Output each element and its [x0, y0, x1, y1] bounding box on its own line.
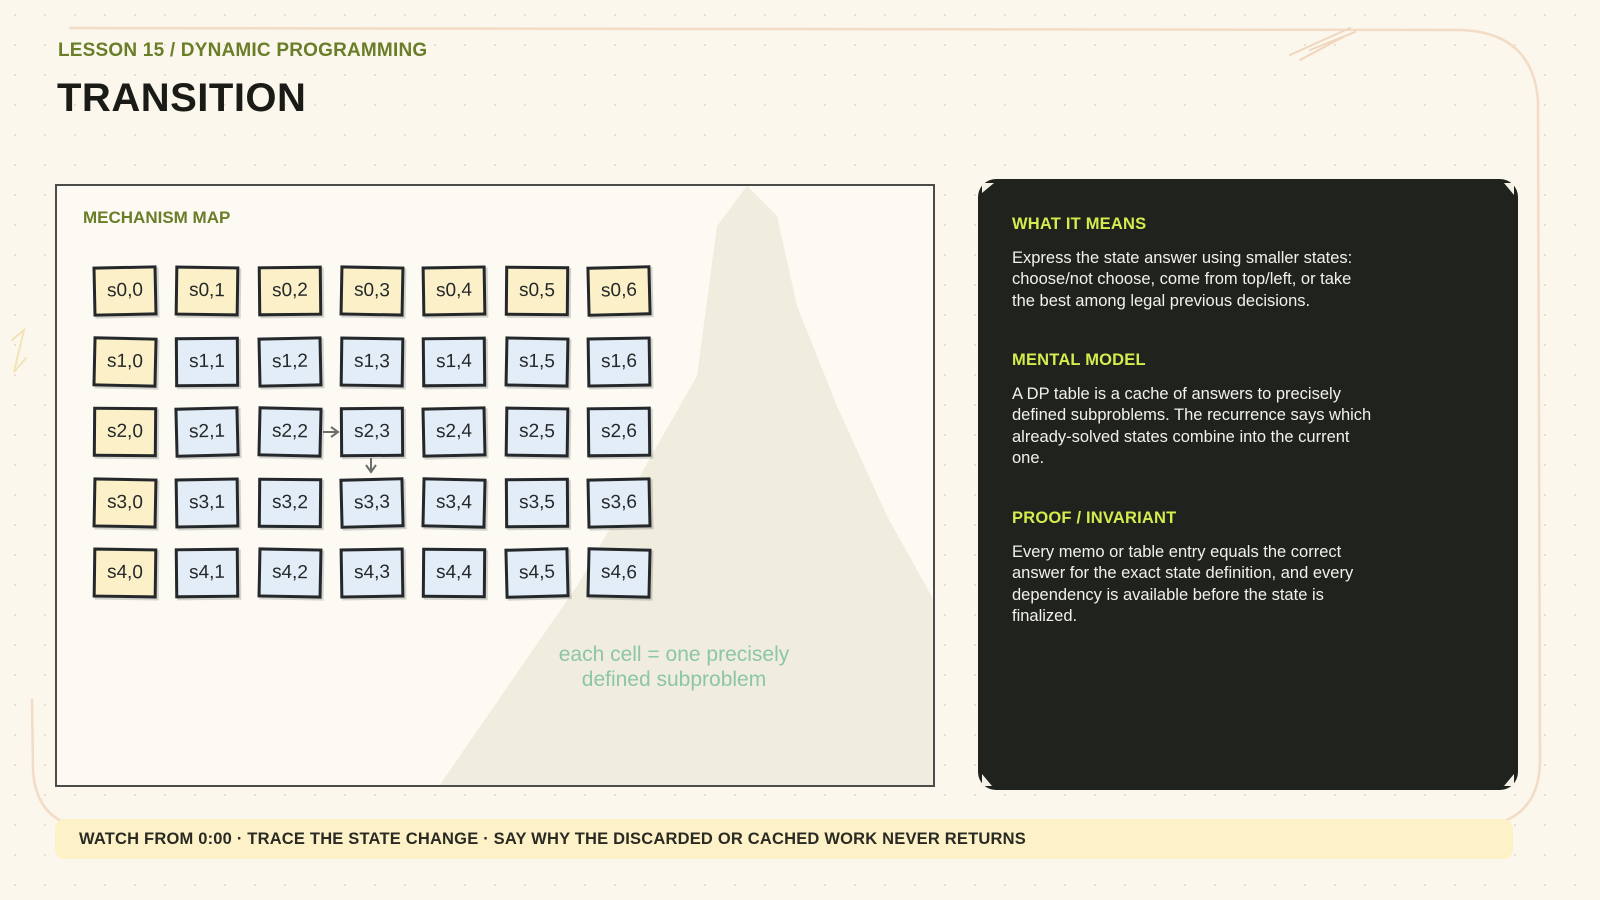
transition-arrows: [57, 186, 935, 787]
dp-cell: s2,0: [93, 407, 157, 458]
body-line: answer for the exact state definition, and every: [1012, 564, 1354, 583]
proof-invariant-body: [1012, 542, 1412, 627]
dp-cell: s2,1: [175, 406, 240, 458]
dp-cell: s2,3: [340, 407, 404, 457]
dp-cell: s3,2: [257, 478, 321, 529]
info-panel: [980, 181, 1516, 788]
dp-cell: s0,3: [339, 265, 404, 316]
dp-cell: s3,4: [422, 477, 487, 528]
body-line: the best among legal previous decisions.: [1012, 291, 1311, 310]
arrow-right-s22-to-s23: [323, 427, 338, 437]
what-it-means-body: [1012, 248, 1412, 312]
mental-model-body: [1012, 384, 1412, 469]
arrow-down-s23-to-s33: [366, 458, 376, 472]
dp-cell: s2,5: [504, 407, 569, 458]
mental-model-heading: MENTAL MODEL: [1012, 351, 1146, 369]
banner-text: WATCH FROM 0:00 · TRACE THE STATE CHANGE · SAY WHY THE DISCARDED OR CACHED WORK NEVER RETURNS: [79, 829, 1026, 848]
dp-cell: s0,6: [586, 265, 651, 317]
body-line: Express the state answer using smaller states:: [1012, 249, 1353, 267]
dp-cell: s4,0: [93, 548, 158, 599]
dp-cell: s4,5: [504, 548, 569, 600]
dp-cell: s0,5: [504, 266, 568, 317]
proof-invariant-heading: PROOF / INVARIANT: [1012, 509, 1177, 527]
grid-caption: [529, 642, 819, 692]
dp-cell: s0,2: [257, 266, 322, 317]
body-line: already-solved states combine into the current: [1012, 427, 1350, 446]
dp-cell: s2,2: [257, 406, 322, 457]
dp-cell: s2,4: [422, 407, 487, 458]
body-line: A DP table is a cache of answers to precisely: [1012, 385, 1341, 403]
page-title: TRANSITION: [57, 76, 307, 120]
dp-cell: s0,0: [92, 265, 157, 316]
body-line: finalized.: [1012, 606, 1078, 625]
dp-cell: s3,5: [504, 478, 568, 528]
watch-instructions-banner: [55, 819, 1513, 859]
dp-cell: s3,6: [586, 477, 651, 528]
dp-cell: s0,1: [175, 266, 240, 317]
dp-cell: s1,3: [340, 336, 405, 387]
dp-cell: s4,4: [422, 548, 486, 599]
dp-cell: s4,6: [586, 548, 651, 599]
dp-cell: s1,6: [586, 336, 651, 387]
body-line: dependency is available before the state is: [1012, 585, 1324, 604]
mechanism-map-panel: [55, 184, 935, 787]
what-it-means-heading: WHAT IT MEANS: [1012, 215, 1147, 233]
mechanism-map-label: MECHANISM MAP: [83, 208, 231, 227]
dp-cell: s4,2: [257, 548, 322, 599]
dp-cell: s4,1: [175, 548, 240, 599]
dp-cell: s4,3: [340, 548, 405, 599]
dp-cell: s1,0: [92, 336, 157, 387]
body-line: defined subproblems. The recurrence says which: [1012, 406, 1372, 425]
dp-cell: s1,5: [504, 336, 569, 387]
dp-cell: s1,4: [422, 336, 487, 387]
body-line: Every memo or table entry equals the correct: [1012, 543, 1342, 561]
caption-line-1: each cell = one precisely: [558, 643, 790, 666]
body-line: choose/not choose, come from top/left, or take: [1012, 270, 1352, 289]
caption-line-2: defined subproblem: [581, 668, 767, 691]
dp-cell: s3,3: [339, 477, 404, 529]
dp-cell: s1,2: [257, 336, 322, 387]
body-line: one.: [1012, 448, 1045, 467]
dp-cell: s0,4: [422, 266, 487, 317]
lesson-eyebrow: LESSON 15 / DYNAMIC PROGRAMMING: [58, 40, 428, 61]
dp-cell: s3,0: [93, 477, 158, 528]
dp-cell: s1,1: [175, 336, 239, 386]
dp-cell: s3,1: [175, 477, 240, 528]
dp-cell: s2,6: [587, 407, 652, 458]
